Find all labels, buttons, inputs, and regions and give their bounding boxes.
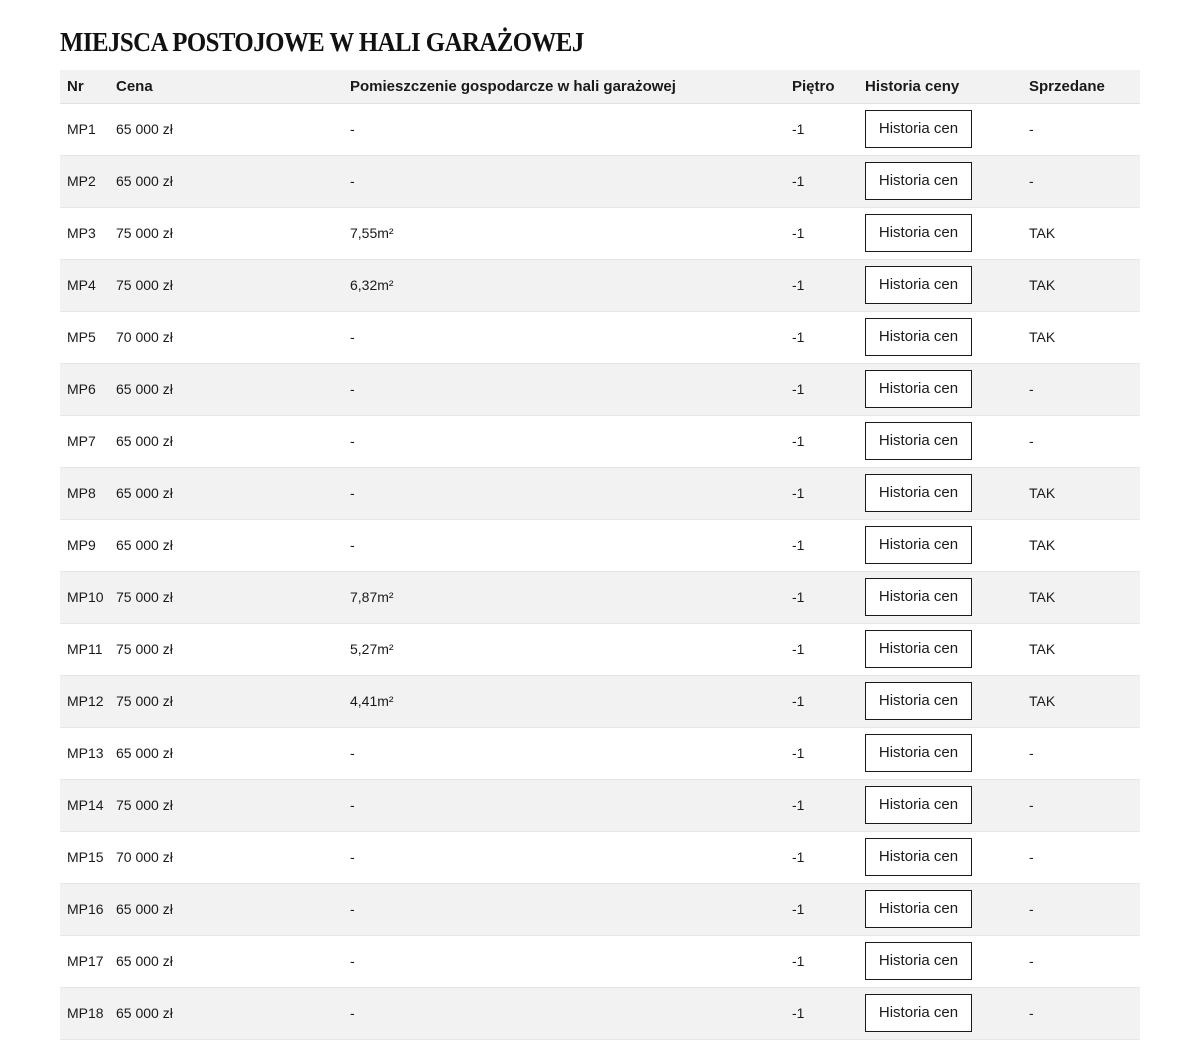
price-history-button[interactable]: Historia cen [865, 526, 972, 564]
header-nr: Nr [60, 70, 109, 103]
cell-pietro: -1 [792, 121, 805, 137]
cell-sprzedane: TAK [1029, 537, 1056, 553]
cell-cena: 75 000 zł [116, 693, 173, 709]
cell-pomieszczenie: - [350, 849, 355, 865]
cell-pietro: -1 [792, 433, 805, 449]
cell-sprzedane: - [1029, 173, 1034, 189]
cell-nr: MP16 [67, 901, 104, 917]
table-row [60, 727, 1140, 779]
cell-pietro: -1 [792, 277, 805, 293]
cell-historia [858, 727, 1022, 779]
cell-pietro: -1 [792, 849, 805, 865]
cell-nr: MP2 [67, 173, 96, 189]
table-row [60, 155, 1140, 207]
price-history-button[interactable]: Historia cen [865, 994, 972, 1032]
price-history-button[interactable]: Historia cen [865, 162, 972, 200]
cell-sprzedane: - [1029, 901, 1034, 917]
price-history-button[interactable]: Historia cen [865, 214, 972, 252]
price-history-button[interactable]: Historia cen [865, 266, 972, 304]
cell-nr: MP5 [67, 329, 96, 345]
cell-historia [858, 103, 1022, 155]
cell-nr: MP7 [67, 433, 96, 449]
cell-historia [858, 623, 1022, 675]
cell-sprzedane: - [1029, 433, 1034, 449]
table-row [60, 831, 1140, 883]
cell-historia [858, 311, 1022, 363]
table-header [60, 70, 1140, 103]
table-row [60, 571, 1140, 623]
cell-nr: MP4 [67, 277, 96, 293]
table-row [60, 987, 1140, 1039]
cell-cena: 70 000 zł [116, 849, 173, 865]
cell-nr: MP12 [67, 693, 104, 709]
cell-nr: MP8 [67, 485, 96, 501]
price-history-button[interactable]: Historia cen [865, 578, 972, 616]
cell-historia [858, 675, 1022, 727]
parking-table [60, 70, 1140, 1040]
cell-nr: MP15 [67, 849, 104, 865]
cell-pomieszczenie: - [350, 901, 355, 917]
cell-historia [858, 207, 1022, 259]
cell-cena: 65 000 zł [116, 173, 173, 189]
cell-pietro: -1 [792, 381, 805, 397]
header-row [60, 70, 1140, 103]
price-history-button[interactable]: Historia cen [865, 422, 972, 460]
cell-historia [858, 779, 1022, 831]
price-history-button[interactable]: Historia cen [865, 682, 972, 720]
cell-pomieszczenie: - [350, 953, 355, 969]
table-row [60, 935, 1140, 987]
cell-nr: MP1 [67, 121, 96, 137]
cell-sprzedane: TAK [1029, 641, 1056, 657]
cell-pietro: -1 [792, 797, 805, 813]
cell-historia [858, 155, 1022, 207]
cell-historia [858, 363, 1022, 415]
cell-sprzedane: TAK [1029, 329, 1056, 345]
table-row [60, 207, 1140, 259]
table-row [60, 779, 1140, 831]
cell-cena: 70 000 zł [116, 329, 173, 345]
cell-historia [858, 259, 1022, 311]
header-pomieszczenie: Pomieszczenie gospodarcze w hali garażowej [343, 70, 785, 103]
cell-sprzedane: - [1029, 381, 1034, 397]
cell-pietro: -1 [792, 173, 805, 189]
cell-nr: MP10 [67, 589, 104, 605]
cell-sprzedane: TAK [1029, 277, 1056, 293]
cell-cena: 75 000 zł [116, 641, 173, 657]
cell-pomieszczenie: 6,32m² [350, 277, 394, 293]
cell-pietro: -1 [792, 693, 805, 709]
price-history-button[interactable]: Historia cen [865, 474, 972, 512]
table-row [60, 467, 1140, 519]
cell-sprzedane: - [1029, 121, 1034, 137]
cell-sprzedane: - [1029, 849, 1034, 865]
cell-pomieszczenie: - [350, 121, 355, 137]
cell-nr: MP13 [67, 745, 104, 761]
header-historia: Historia ceny [858, 70, 1022, 103]
cell-pomieszczenie: - [350, 485, 355, 501]
cell-pietro: -1 [792, 485, 805, 501]
cell-sprzedane: - [1029, 1005, 1034, 1021]
price-history-button[interactable]: Historia cen [865, 786, 972, 824]
cell-nr: MP18 [67, 1005, 104, 1021]
table-row [60, 623, 1140, 675]
cell-historia [858, 571, 1022, 623]
cell-historia [858, 519, 1022, 571]
table-row [60, 259, 1140, 311]
table-row [60, 675, 1140, 727]
price-history-button[interactable]: Historia cen [865, 942, 972, 980]
cell-historia [858, 467, 1022, 519]
cell-cena: 75 000 zł [116, 797, 173, 813]
cell-cena: 75 000 zł [116, 589, 173, 605]
cell-sprzedane: - [1029, 745, 1034, 761]
cell-cena: 65 000 zł [116, 485, 173, 501]
cell-sprzedane: TAK [1029, 589, 1056, 605]
table-row [60, 883, 1140, 935]
price-history-button[interactable]: Historia cen [865, 370, 972, 408]
cell-pomieszczenie: - [350, 381, 355, 397]
cell-nr: MP14 [67, 797, 104, 813]
cell-historia [858, 415, 1022, 467]
cell-pietro: -1 [792, 1005, 805, 1021]
cell-sprzedane: TAK [1029, 693, 1056, 709]
cell-pomieszczenie: - [350, 797, 355, 813]
parking-section [60, 0, 1140, 1040]
cell-pomieszczenie: 5,27m² [350, 641, 394, 657]
cell-cena: 75 000 zł [116, 225, 173, 241]
header-pietro: Piętro [785, 70, 858, 103]
cell-cena: 65 000 zł [116, 953, 173, 969]
cell-pomieszczenie: - [350, 1005, 355, 1021]
cell-cena: 65 000 zł [116, 433, 173, 449]
cell-sprzedane: TAK [1029, 225, 1056, 241]
cell-pomieszczenie: - [350, 745, 355, 761]
page-title: MIEJSCA POSTOJOWE W HALI GARAŻOWEJ [60, 27, 584, 57]
cell-nr: MP9 [67, 537, 96, 553]
cell-nr: MP6 [67, 381, 96, 397]
cell-pomieszczenie: - [350, 537, 355, 553]
cell-cena: 65 000 zł [116, 901, 173, 917]
cell-pomieszczenie: 7,87m² [350, 589, 394, 605]
cell-pietro: -1 [792, 745, 805, 761]
cell-pomieszczenie: - [350, 173, 355, 189]
price-history-button[interactable]: Historia cen [865, 630, 972, 668]
price-history-button[interactable]: Historia cen [865, 838, 972, 876]
cell-cena: 65 000 zł [116, 1005, 173, 1021]
cell-pomieszczenie: - [350, 329, 355, 345]
cell-cena: 65 000 zł [116, 121, 173, 137]
cell-historia [858, 987, 1022, 1039]
cell-pietro: -1 [792, 953, 805, 969]
cell-nr: MP17 [67, 953, 104, 969]
cell-cena: 75 000 zł [116, 277, 173, 293]
cell-pomieszczenie: 4,41m² [350, 693, 394, 709]
table-row [60, 415, 1140, 467]
cell-historia [858, 831, 1022, 883]
cell-historia [858, 883, 1022, 935]
cell-pomieszczenie: - [350, 433, 355, 449]
cell-cena: 65 000 zł [116, 745, 173, 761]
cell-cena: 65 000 zł [116, 381, 173, 397]
cell-sprzedane: TAK [1029, 485, 1056, 501]
price-history-button[interactable]: Historia cen [865, 734, 972, 772]
cell-sprzedane: - [1029, 953, 1034, 969]
cell-nr: MP3 [67, 225, 96, 241]
table-row [60, 103, 1140, 155]
price-history-button[interactable]: Historia cen [865, 890, 972, 928]
cell-pietro: -1 [792, 329, 805, 345]
table-row [60, 311, 1140, 363]
cell-historia [858, 935, 1022, 987]
cell-pietro: -1 [792, 537, 805, 553]
header-sprzedane: Sprzedane [1022, 70, 1140, 103]
cell-pomieszczenie: 7,55m² [350, 225, 394, 241]
table-row [60, 363, 1140, 415]
header-cena: Cena [109, 70, 343, 103]
cell-pietro: -1 [792, 641, 805, 657]
cell-pietro: -1 [792, 225, 805, 241]
price-history-button[interactable]: Historia cen [865, 110, 972, 148]
cell-pietro: -1 [792, 901, 805, 917]
cell-cena: 65 000 zł [116, 537, 173, 553]
cell-pietro: -1 [792, 589, 805, 605]
table-body [60, 103, 1140, 1039]
cell-nr: MP11 [67, 641, 103, 657]
cell-sprzedane: - [1029, 797, 1034, 813]
price-history-button[interactable]: Historia cen [865, 318, 972, 356]
table-row [60, 519, 1140, 571]
